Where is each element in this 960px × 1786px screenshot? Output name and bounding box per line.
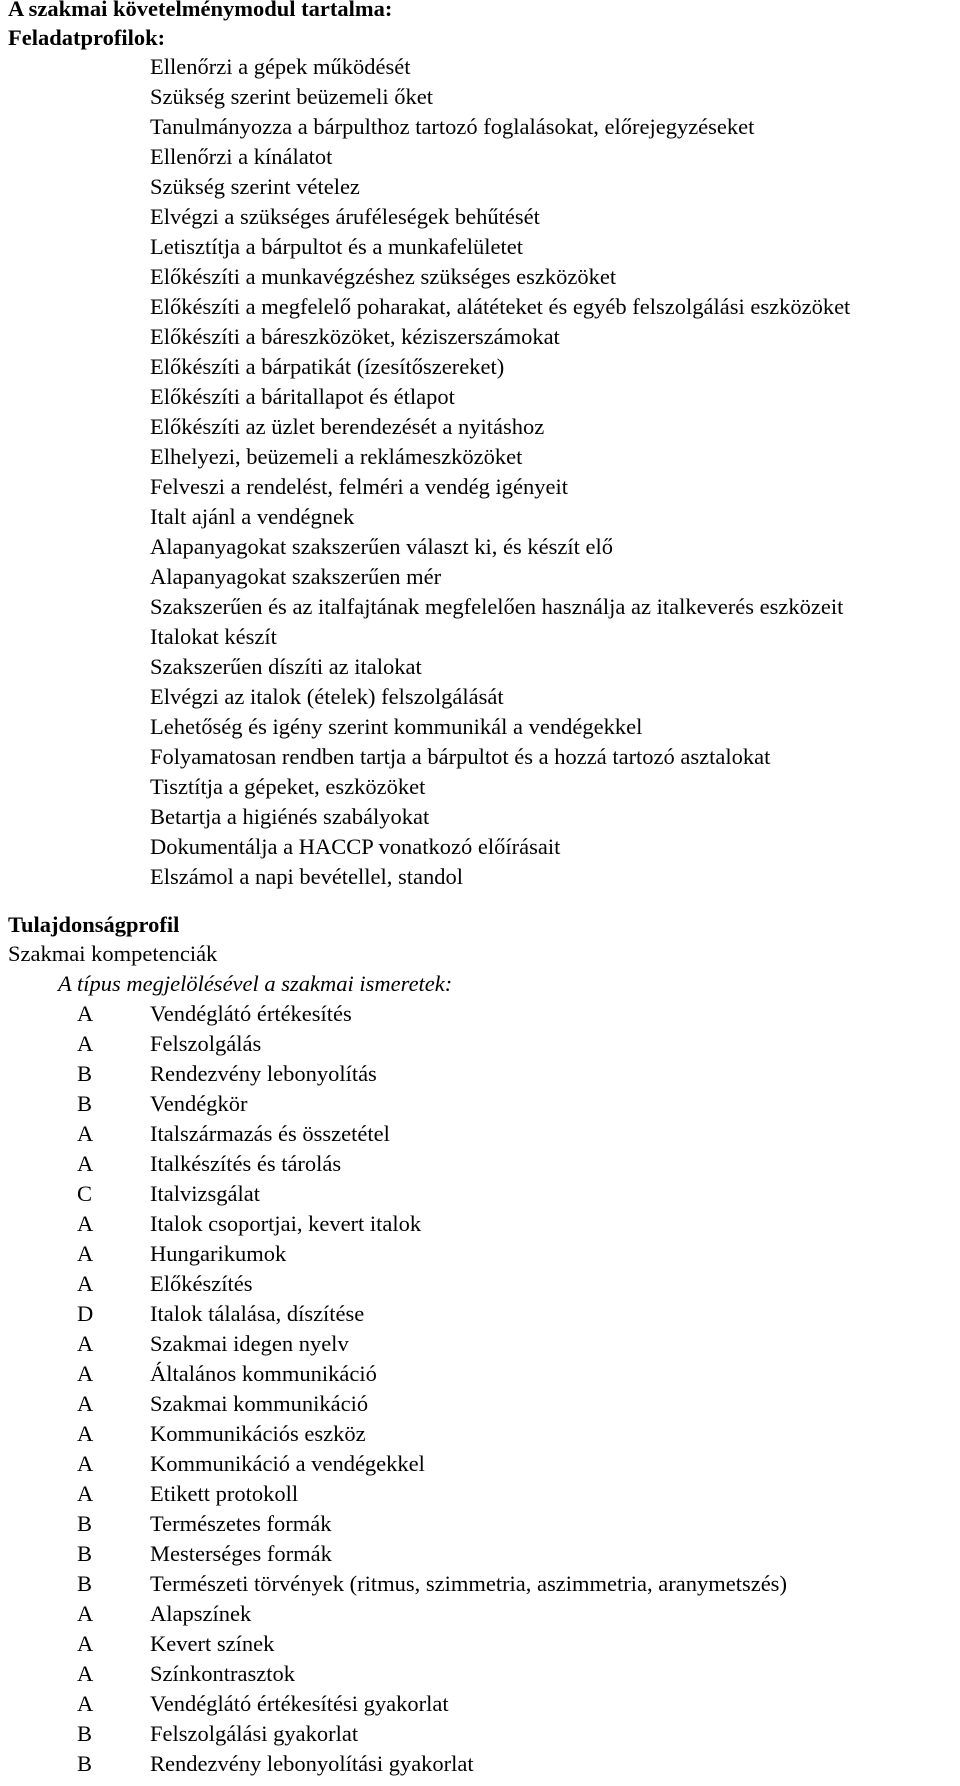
competency-name: Italszármazás és összetétel bbox=[150, 1121, 390, 1146]
task-item: Tanulmányozza a bárpulthoz tartozó foglalásokat, előrejegyzéseket bbox=[150, 114, 755, 139]
competency-name: Kevert színek bbox=[150, 1631, 275, 1656]
competency-name: Előkészítés bbox=[150, 1271, 253, 1296]
competency-type: C bbox=[77, 1181, 93, 1206]
competency-type: A bbox=[77, 1481, 94, 1506]
task-item: Alapanyagokat szakszerűen mér bbox=[150, 564, 442, 589]
task-item: Elvégzi a szükséges áruféleségek behűtését bbox=[150, 204, 540, 229]
competency-type: B bbox=[77, 1571, 93, 1596]
competency-name: Rendezvény lebonyolítási gyakorlat bbox=[150, 1751, 474, 1776]
competency-name: Italvizsgálat bbox=[150, 1181, 260, 1206]
task-list bbox=[150, 52, 850, 892]
competency-name: Vendéglátó értékesítés bbox=[150, 1001, 352, 1026]
task-item: Dokumentálja a HACCP vonatkozó előírásait bbox=[150, 834, 561, 859]
competency-name: Mesterséges formák bbox=[150, 1541, 332, 1566]
task-item: Előkészíti a báreszközöket, kéziszerszámokat bbox=[150, 324, 560, 349]
task-item: Folyamatosan rendben tartja a bárpultot és a hozzá tartozó asztalokat bbox=[150, 744, 771, 769]
task-item: Felveszi a rendelést, felméri a vendég igényeit bbox=[150, 474, 568, 499]
competency-type: A bbox=[77, 1451, 94, 1476]
task-item: Lehetőség és igény szerint kommunikál a vendégekkel bbox=[150, 714, 643, 739]
competency-name: Vendéglátó értékesítési gyakorlat bbox=[150, 1691, 449, 1716]
task-item: Ellenőrzi a gépek működését bbox=[150, 54, 411, 79]
task-item: Elhelyezi, beüzemeli a reklámeszközöket bbox=[150, 444, 523, 469]
task-item: Szükség szerint beüzemeli őket bbox=[150, 84, 434, 109]
competency-type: A bbox=[77, 1031, 94, 1056]
competency-type: D bbox=[77, 1301, 94, 1326]
competency-type: A bbox=[77, 1271, 94, 1296]
competency-name: Szakmai kommunikáció bbox=[150, 1391, 369, 1416]
competency-name: Rendezvény lebonyolítás bbox=[150, 1061, 377, 1086]
competency-name: Etikett protokoll bbox=[150, 1481, 299, 1506]
competency-type: A bbox=[77, 1001, 94, 1026]
competency-type: B bbox=[77, 1061, 93, 1086]
task-item: Előkészíti az üzlet berendezését a nyitáshoz bbox=[150, 414, 545, 439]
competency-type: A bbox=[77, 1631, 94, 1656]
task-item: Szakszerűen díszíti az italokat bbox=[150, 654, 422, 679]
competency-name: Természeti törvények (ritmus, szimmetria, aszimmetria, aranymetszés) bbox=[150, 1571, 787, 1596]
competency-name: Italok csoportjai, kevert italok bbox=[150, 1211, 422, 1236]
task-item: Előkészíti a munkavégzéshez szükséges eszközöket bbox=[150, 264, 617, 289]
task-item: Elvégzi az italok (ételek) felszolgálását bbox=[150, 684, 504, 709]
task-item: Ellenőrzi a kínálatot bbox=[150, 144, 333, 169]
task-item: Letisztítja a bárpultot és a munkafelületet bbox=[150, 234, 523, 259]
task-item: Elszámol a napi bevétellel, standol bbox=[150, 864, 464, 889]
competency-type: B bbox=[77, 1091, 93, 1116]
competency-type: A bbox=[77, 1361, 94, 1386]
competency-type: A bbox=[77, 1391, 94, 1416]
competency-name: Természetes formák bbox=[150, 1511, 332, 1536]
competency-type: A bbox=[77, 1241, 94, 1266]
section-title: A szakmai követelménymodul tartalma: bbox=[8, 0, 393, 21]
task-item: Előkészíti a megfelelő poharakat, alátéteket és egyéb felszolgálási eszközöket bbox=[150, 294, 851, 319]
competency-type: A bbox=[77, 1661, 94, 1686]
feladatprofilok-heading: Feladatprofilok: bbox=[8, 25, 166, 50]
task-item: Italt ajánl a vendégnek bbox=[150, 504, 355, 529]
competency-type: B bbox=[77, 1751, 93, 1776]
competency-type: A bbox=[77, 1151, 94, 1176]
competency-name: Italok tálalása, díszítése bbox=[150, 1301, 365, 1326]
competency-type: B bbox=[77, 1541, 93, 1566]
competency-type: A bbox=[77, 1211, 94, 1236]
task-item: Betartja a higiénés szabályokat bbox=[150, 804, 430, 829]
competency-type: B bbox=[77, 1721, 93, 1746]
competency-name: Italkészítés és tárolás bbox=[150, 1151, 342, 1176]
competency-name: Alapszínek bbox=[150, 1601, 252, 1626]
task-item: Előkészíti a báritallapot és étlapot bbox=[150, 384, 455, 409]
competency-type: B bbox=[77, 1511, 93, 1536]
competency-name: Kommunikáció a vendégekkel bbox=[150, 1451, 425, 1476]
competency-type: A bbox=[77, 1421, 94, 1446]
task-item: Tisztítja a gépeket, eszközöket bbox=[150, 774, 426, 799]
competency-name: Általános kommunikáció bbox=[150, 1361, 377, 1386]
competency-name: Vendégkör bbox=[150, 1091, 248, 1116]
task-item: Alapanyagokat szakszerűen választ ki, és készít elő bbox=[150, 534, 613, 559]
kompetenciak-subheading: Szakmai kompetenciák bbox=[8, 941, 218, 966]
competency-name: Felszolgálási gyakorlat bbox=[150, 1721, 359, 1746]
competency-name: Színkontrasztok bbox=[150, 1661, 295, 1686]
task-item: Italokat készít bbox=[150, 624, 277, 649]
tulajdonsagprofil-heading: Tulajdonságprofil bbox=[8, 912, 180, 937]
competency-name: Szakmai idegen nyelv bbox=[150, 1331, 349, 1356]
task-item: Szakszerűen és az italfajtának megfelelően használja az italkeverés eszközeit bbox=[150, 594, 844, 619]
ismeretek-intro: A típus megjelölésével a szakmai ismeretek: bbox=[58, 971, 453, 996]
competency-type: A bbox=[77, 1121, 94, 1146]
competency-type: A bbox=[77, 1331, 94, 1356]
competency-name: Felszolgálás bbox=[150, 1031, 262, 1056]
competency-name: Kommunikációs eszköz bbox=[150, 1421, 366, 1446]
competency-type: A bbox=[77, 1691, 94, 1716]
task-item: Előkészíti a bárpatikát (ízesítőszereket) bbox=[150, 354, 505, 379]
task-item: Szükség szerint vételez bbox=[150, 174, 360, 199]
competency-name: Hungarikumok bbox=[150, 1241, 287, 1266]
competency-type: A bbox=[77, 1601, 94, 1626]
